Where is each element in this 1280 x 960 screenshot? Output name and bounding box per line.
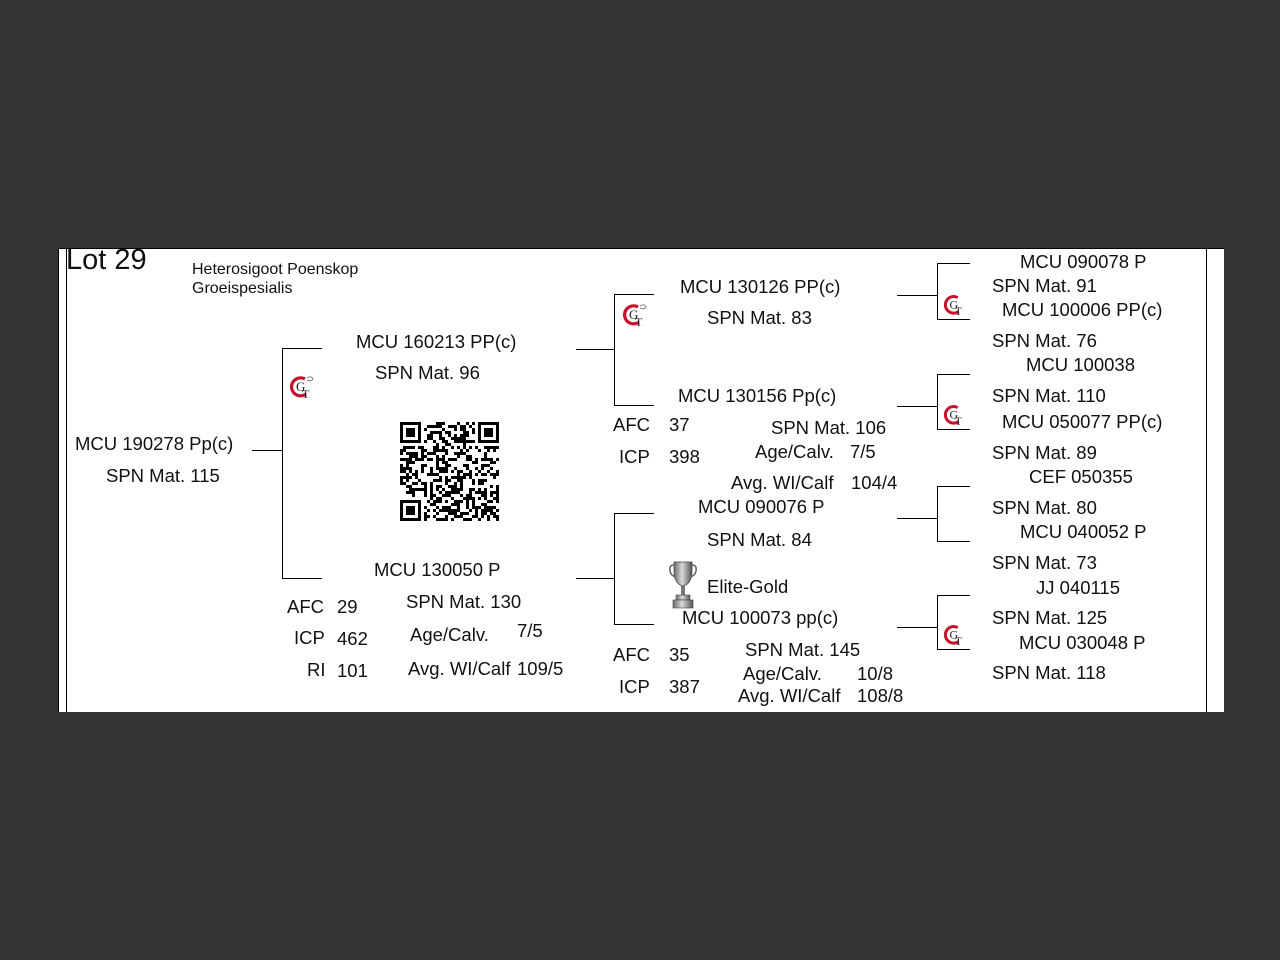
ggp-6-id: MCU 040052 P [1020, 521, 1147, 542]
dam-sire-id: MCU 090076 P [698, 496, 825, 517]
qr-code [400, 422, 499, 521]
svg-text:G: G [629, 307, 639, 322]
ggp-2-spn: SPN Mat. 76 [992, 330, 1097, 351]
svg-text:G: G [949, 407, 959, 422]
sire-sire-spn: SPN Mat. 83 [707, 307, 812, 328]
sire-dam-id: MCU 130156 Pp(c) [678, 385, 837, 406]
svg-text:T: T [955, 416, 962, 427]
lot-number: Lot 29 [66, 244, 147, 276]
ggp-3-spn: SPN Mat. 110 [992, 385, 1106, 406]
sire-dam-spn: SPN Mat. 106 [771, 417, 887, 438]
dam-id: MCU 130050 P [374, 559, 501, 580]
svg-text:T: T [955, 636, 962, 647]
sire-sire-id: MCU 130126 PP(c) [680, 276, 841, 297]
svg-text:T: T [955, 306, 962, 317]
subject-id: MCU 190278 Pp(c) [75, 433, 234, 454]
sire-dam-age-value: 7/5 [850, 441, 876, 462]
sire-dam-wean-value: 104/4 [851, 472, 898, 493]
ggp-1-id: MCU 090078 P [1020, 251, 1147, 272]
dam-dam-afc-label: AFC [613, 644, 650, 665]
gt-logo-icon [943, 623, 967, 647]
dam-dam-icp-label: ICP [619, 676, 650, 697]
sire-spn: SPN Mat. 96 [375, 362, 480, 383]
ggp-6-spn: SPN Mat. 73 [992, 552, 1097, 573]
ggp-8-id: MCU 030048 P [1019, 632, 1146, 653]
dam-sire-award: Elite-Gold [707, 576, 789, 597]
gt-logo-icon [622, 302, 648, 328]
dam-dam-spn: SPN Mat. 145 [745, 639, 861, 660]
dam-wean-value: 109/5 [517, 658, 564, 679]
svg-text:T: T [635, 315, 643, 328]
ggp-7-spn: SPN Mat. 125 [992, 607, 1108, 628]
subtitle-line1: Heterosigoot Poenskop [192, 261, 359, 278]
dam-spn: SPN Mat. 130 [406, 591, 522, 612]
dam-afc-label: AFC [287, 596, 324, 617]
gt-logo-icon [943, 293, 967, 317]
dam-ri-label: RI [307, 659, 326, 680]
dam-icp-value: 462 [337, 628, 368, 649]
ggp-8-spn: SPN Mat. 118 [992, 662, 1106, 683]
dam-ri-value: 101 [337, 660, 368, 681]
ggp-5-spn: SPN Mat. 80 [992, 497, 1097, 518]
dam-afc-value: 29 [337, 596, 358, 617]
dam-dam-id: MCU 100073 pp(c) [682, 607, 839, 628]
sire-dam-icp-label: ICP [619, 446, 650, 467]
ggp-2-id: MCU 100006 PP(c) [1002, 299, 1163, 320]
ggp-7-id: JJ 040115 [1036, 577, 1120, 598]
dam-wean-label: Avg. WI/Calf [408, 658, 511, 679]
ggp-5-id: CEF 050355 [1029, 466, 1133, 487]
dam-dam-wean-label: Avg. WI/Calf [738, 685, 841, 706]
ggp-3-id: MCU 100038 [1026, 354, 1136, 375]
sire-dam-afc-label: AFC [613, 414, 650, 435]
sire-dam-wean-label: Avg. WI/Calf [731, 472, 834, 493]
subtitle-line2: Groeispesialis [192, 280, 293, 297]
trophy-icon [668, 560, 698, 610]
dam-sire-spn: SPN Mat. 84 [707, 529, 812, 550]
sire-dam-icp-value: 398 [669, 446, 700, 467]
sire-dam-age-label: Age/Calv. [755, 441, 834, 462]
dam-age-label: Age/Calv. [410, 624, 489, 645]
ggp-1-spn: SPN Mat. 91 [992, 275, 1097, 296]
subject-spn: SPN Mat. 115 [106, 465, 220, 486]
sire-dam-afc-value: 37 [669, 414, 690, 435]
svg-text:T: T [302, 387, 310, 400]
dam-dam-age-label: Age/Calv. [743, 663, 822, 684]
gt-logo-icon [943, 403, 967, 427]
gt-logo-icon [289, 374, 315, 400]
dam-dam-afc-value: 35 [669, 644, 690, 665]
svg-text:G: G [949, 297, 959, 312]
dam-dam-wean-value: 108/8 [857, 685, 904, 706]
dam-age-value: 7/5 [517, 620, 543, 641]
ggp-4-spn: SPN Mat. 89 [992, 442, 1097, 463]
svg-text:G: G [949, 627, 959, 642]
dam-dam-icp-value: 387 [669, 676, 700, 697]
sire-id: MCU 160213 PP(c) [356, 331, 517, 352]
ggp-4-id: MCU 050077 PP(c) [1002, 411, 1163, 432]
svg-text:G: G [296, 379, 306, 394]
dam-icp-label: ICP [294, 627, 325, 648]
dam-dam-age-value: 10/8 [857, 663, 894, 684]
